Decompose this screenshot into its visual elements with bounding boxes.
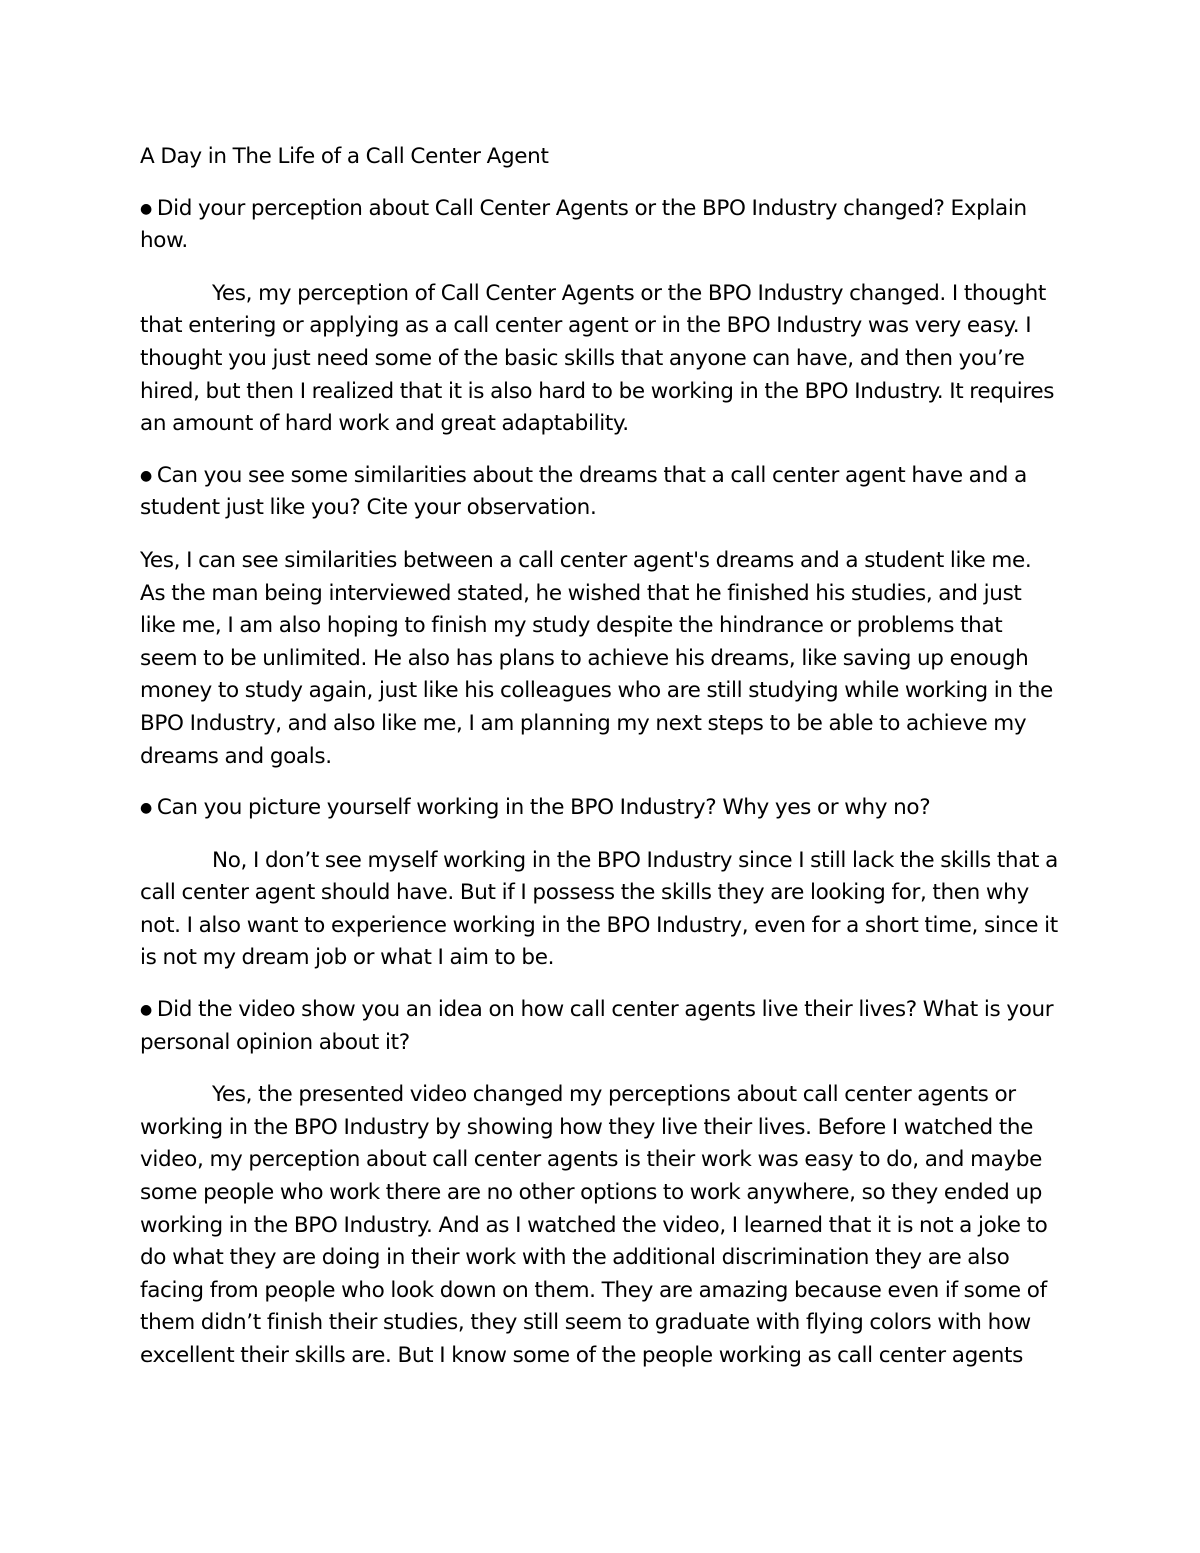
answer-2: Yes, I can see similarities between a call center agent's dreams and a student like me. As the man being interviewed stated, he wished that he finished his studies, and just like me, I am also hoping to finish my study despite the hindrance or problems that seem to be unlimited. He also has plans to achieve his dreams, like saving up enough money to study again, just like his colleagues who are still studying while working in the BPO Industry, and also like me, I am planning my next steps to be able to achieve my dreams and goals.: [140, 547, 1053, 769]
question-4: [140, 994, 1062, 1059]
question-1-text: Did your perception about Call Center Agents or the BPO Industry changed? Explain how.: [140, 195, 1027, 254]
question-3: [140, 792, 1062, 825]
bullet-icon: ●: [140, 200, 152, 217]
bullet-icon: ●: [140, 467, 152, 484]
answer-3: No, I don’t see myself working in the BPO Industry since I still lack the skills that a call center agent should have. But if I possess the skills they are looking for, then why not. I also want to experience working in the BPO Industry, even for a short time, since it is not my dream job or what I aim to be.: [140, 847, 1058, 971]
answer-4: Yes, the presented video changed my perceptions about call center agents or working in the BPO Industry by showing how they live their lives. Before I watched the video, my perception about call center agents is their work was easy to do, and maybe some people who work there are no other options to work anywhere, so they ended up working in the BPO Industry. And as I watched the video, I learned that it is not a joke to do what they are doing in their work with the additional discrimination they are also facing from people who look down on them. They are amazing because even if some of them didn’t finish their studies, they still seem to graduate with flying colors with how excellent their skills are. But I know some of the people working as call center agents: [140, 1082, 1048, 1368]
question-4-text: Did the video show you an idea on how call center agents live their lives? What is your personal opinion about it?: [140, 997, 1054, 1055]
question-1: [140, 193, 1062, 258]
document-body: [140, 141, 1062, 1392]
question-2-text: Can you see some similarities about the dreams that a call center agent have and a student just like you? Cite your observation.: [140, 462, 1027, 521]
bullet-icon: ●: [140, 800, 152, 817]
bullet-icon: ●: [140, 1002, 152, 1019]
question-3-text: Can you picture yourself working in the BPO Industry? Why yes or why no?: [156, 795, 931, 821]
question-2: [140, 460, 1062, 525]
answer-1: Yes, my perception of Call Center Agents or the BPO Industry changed. I thought that entering or applying as a call center agent or in the BPO Industry was very easy. I thought you just need some of the basic skills that anyone can have, and then you’re hired, but then I realized that it is also hard to be working in the BPO Industry. It requires an amount of hard work and great adaptability.: [140, 280, 1055, 437]
document-title: A Day in The Life of a Call Center Agent: [140, 144, 549, 169]
